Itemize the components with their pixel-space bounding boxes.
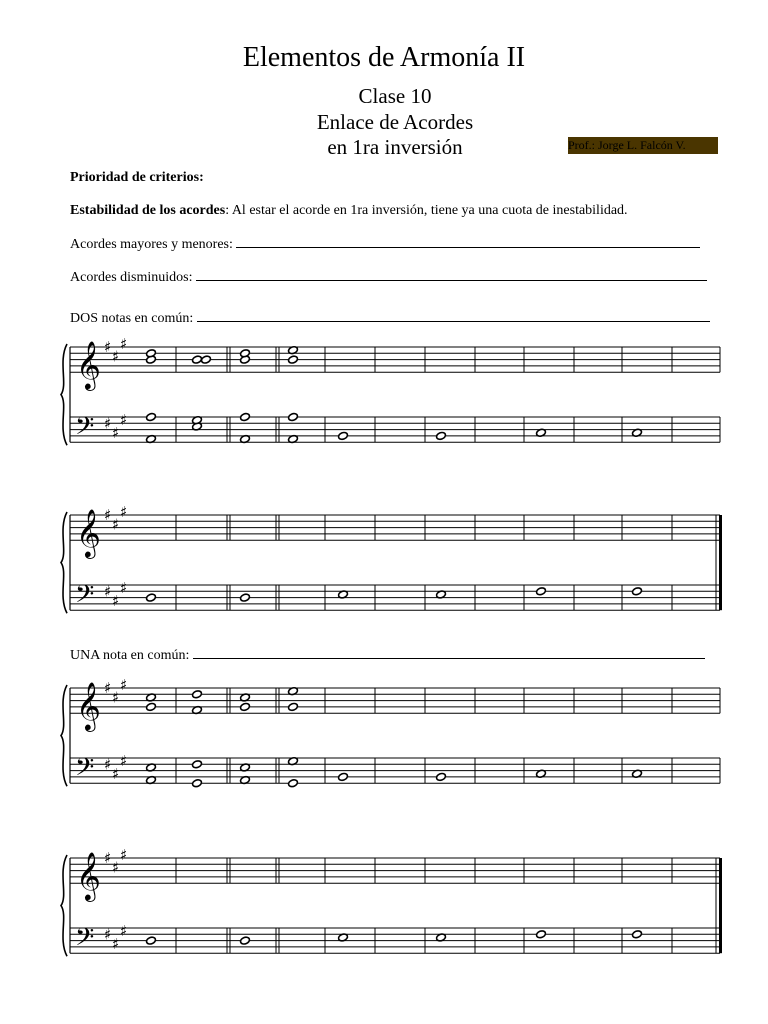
bass-whole-note xyxy=(240,936,251,945)
key-sharp-icon: ♯ xyxy=(112,764,120,783)
bass-whole-note xyxy=(146,936,157,945)
brace xyxy=(61,344,67,445)
score-system-4 xyxy=(61,846,722,958)
bass-whole-note xyxy=(436,431,447,440)
key-sharp-icon: ♯ xyxy=(104,338,112,356)
final-barline-thick xyxy=(719,515,722,610)
bass-whole-note xyxy=(288,779,299,788)
treble-whole-note xyxy=(201,355,212,364)
treble-clef-icon: 𝄞 xyxy=(76,508,101,558)
bass-whole-note xyxy=(192,760,203,769)
key-sharp-icon: ♯ xyxy=(112,934,120,953)
key-sharp-icon: ♯ xyxy=(120,502,128,521)
two-common-label: DOS notas en común: xyxy=(70,311,194,326)
key-sharp-icon: ♯ xyxy=(112,347,120,366)
class-label: Clase 10 xyxy=(358,84,432,108)
bass-whole-note xyxy=(240,412,251,421)
bass-whole-note xyxy=(240,593,251,602)
topic-line-2: en 1ra inversión xyxy=(327,135,463,159)
diminished-label: Acordes disminuidos: xyxy=(70,270,193,285)
key-sharp-icon: ♯ xyxy=(112,591,120,610)
stability-text: : Al estar el acorde en 1ra inversión, tiene ya una cuota de inestabilidad. xyxy=(225,203,628,218)
bass-whole-note xyxy=(536,587,547,596)
bass-clef-icon: 𝄢 xyxy=(75,753,95,788)
key-sharp-icon: ♯ xyxy=(104,755,112,774)
key-sharp-icon: ♯ xyxy=(120,752,128,771)
key-sharp-icon: ♯ xyxy=(120,579,128,598)
score-system-1 xyxy=(61,335,720,447)
stability-label: Estabilidad de los acordes xyxy=(70,203,226,218)
treble-whole-note xyxy=(288,355,299,364)
key-sharp-icon: ♯ xyxy=(120,675,128,694)
major-minor-label: Acordes mayores y menores: xyxy=(70,237,233,252)
bass-clef-icon: 𝄢 xyxy=(75,923,95,958)
treble-clef-icon: 𝄞 xyxy=(76,851,101,901)
bass-whole-note xyxy=(146,412,157,421)
treble-clef-icon: 𝄞 xyxy=(76,340,101,390)
key-sharp-icon: ♯ xyxy=(112,858,120,877)
brace xyxy=(61,855,67,956)
key-sharp-icon: ♯ xyxy=(104,414,112,433)
score-system-3 xyxy=(61,676,720,788)
topic-line-1: Enlace de Acordes xyxy=(316,110,474,134)
professor-label: Prof.: Jorge L. Falcón V. xyxy=(568,137,718,154)
key-sharp-icon: ♯ xyxy=(120,411,128,430)
treble-whole-note xyxy=(146,702,157,711)
bass-clef-icon: 𝄢 xyxy=(75,580,95,615)
bass-whole-note xyxy=(338,431,349,440)
bass-whole-note xyxy=(338,772,349,781)
key-sharp-icon: ♯ xyxy=(104,849,112,867)
bass-whole-note xyxy=(192,779,203,788)
key-sharp-icon: ♯ xyxy=(112,423,120,442)
bass-whole-note xyxy=(146,593,157,602)
treble-whole-note xyxy=(192,355,203,364)
score-system-2 xyxy=(61,503,722,615)
bass-whole-note xyxy=(632,587,643,596)
key-sharp-icon: ♯ xyxy=(120,845,128,864)
key-sharp-icon: ♯ xyxy=(112,688,120,707)
brace xyxy=(61,512,67,613)
key-sharp-icon: ♯ xyxy=(104,506,112,524)
key-sharp-icon: ♯ xyxy=(104,925,112,944)
key-sharp-icon: ♯ xyxy=(104,679,112,697)
priority-heading: Prioridad de criterios: xyxy=(70,170,204,185)
key-sharp-icon: ♯ xyxy=(104,582,112,601)
treble-whole-note xyxy=(240,702,251,711)
brace xyxy=(61,685,67,786)
final-barline-thick xyxy=(719,858,722,953)
bass-whole-note xyxy=(632,930,643,939)
key-sharp-icon: ♯ xyxy=(120,334,128,353)
bass-whole-note xyxy=(288,412,299,421)
bass-whole-note xyxy=(436,772,447,781)
key-sharp-icon: ♯ xyxy=(120,922,128,941)
bass-clef-icon: 𝄢 xyxy=(75,412,95,447)
treble-whole-note xyxy=(192,690,203,699)
one-common-label: UNA nota en común: xyxy=(70,648,190,663)
bass-whole-note xyxy=(536,930,547,939)
treble-whole-note xyxy=(288,702,299,711)
page-title: Elementos de Armonía II xyxy=(242,42,526,73)
key-sharp-icon: ♯ xyxy=(112,515,120,534)
treble-clef-icon: 𝄞 xyxy=(76,681,101,731)
